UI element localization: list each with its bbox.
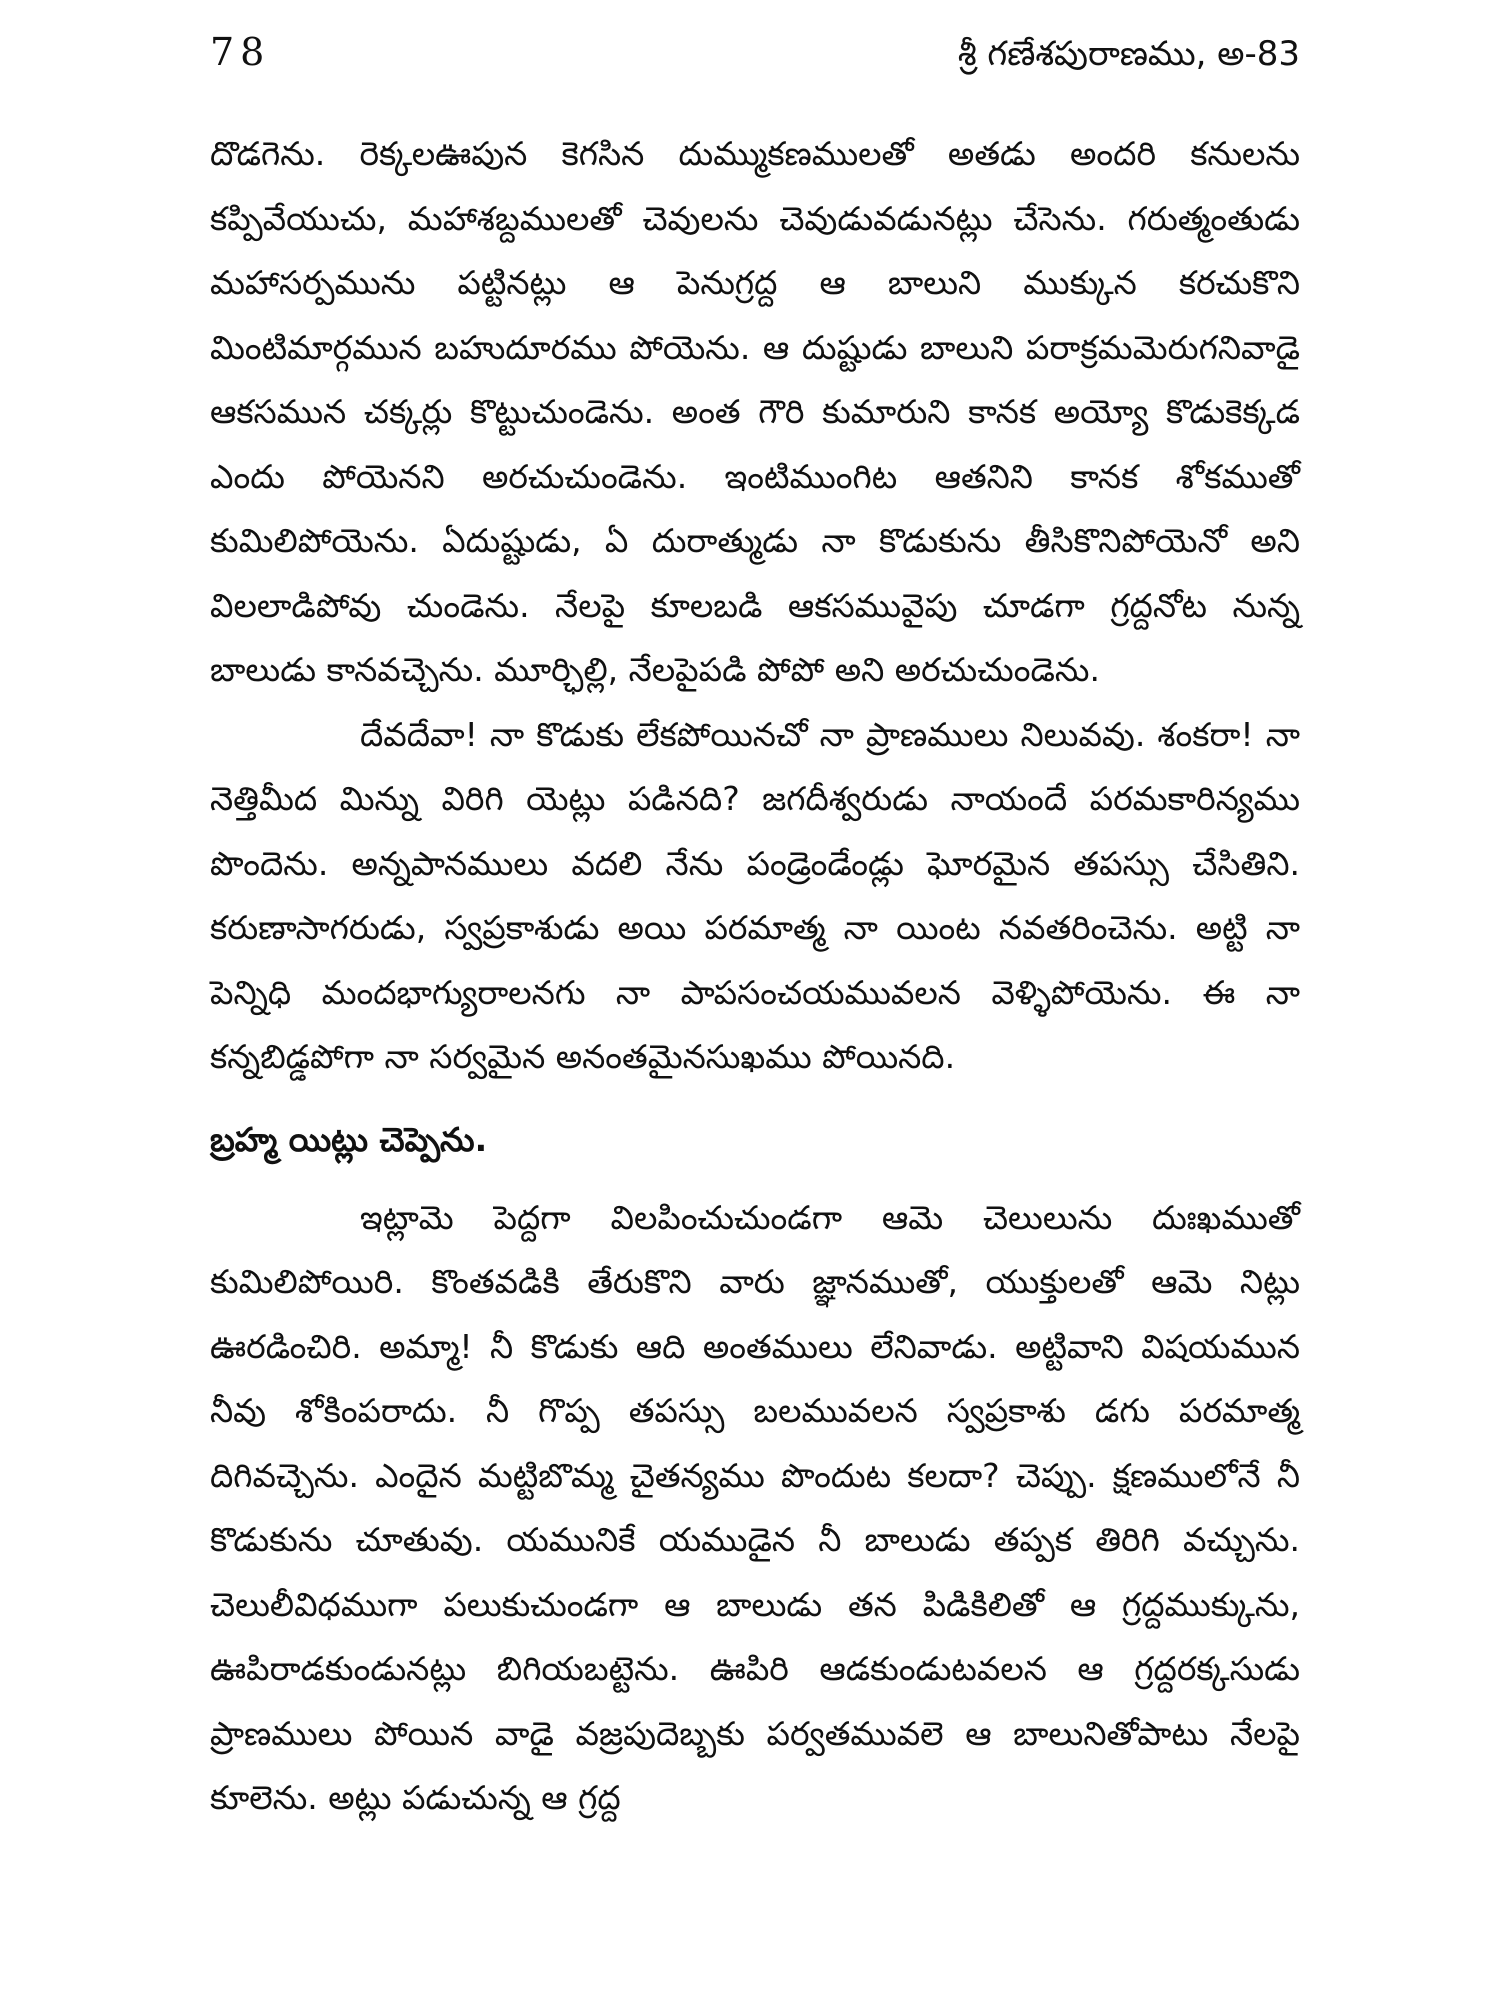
page-header [210, 30, 1300, 100]
paragraph-1: దొడగెను. రెక్కలఊపున కెగసిన దుమ్ముకణములతో అతడు అందరి కనులను కప్పివేయుచు, మహాశబ్దములతో చెవులను చెవుడువడునట్లు చేసెను. గరుత్మంతుడు మహాసర్పమును పట్టినట్లు ఆ పెనుగ్రద్ద ఆ బాలుని ముక్కున కరచుకొని మింటిమార్గమున బహుదూరము పోయెను. ఆ దుష్టుడు బాలుని పరాక్రమమెరుగనివాడై ఆకసమున చక్కర్లు కొట్టుచుండెను. అంత గౌరి కుమారుని కానక అయ్యో కొడుకెక్కడ ఎందు పోయెనని అరచుచుండెను. ఇంటిముంగిట ఆతనిని కానక శోకముతో కుమిలిపోయెను. ఏదుష్టుడు, ఏ దురాత్ముడు నా కొడుకును తీసికొనిపోయెనో అని విలలాడిపోవు చుండెను. నేలపై కూలబడి ఆకసమువైపు చూడగా గ్రద్దనోట నున్న బాలుడు కానవచ్చెను. మూర్ఛిల్లి, నేలపైపడి పోపో అని అరచుచుండెను. [210, 134, 1300, 689]
paragraph-3: ఇట్లామె పెద్దగా విలపించుచుండగా ఆమె చెలులును దుఃఖముతో కుమిలిపోయిరి. కొంతవడికి తేరుకొని వారు జ్ఞానముతో, యుక్తులతో ఆమె నిట్లు ఊరడించిరి. అమ్మా! నీ కొడుకు ఆది అంతములు లేనివాడు. అట్టివాని విషయమున నీవు శోకింపరాదు. నీ గొప్ప తపస్సు బలమువలన స్వప్రకాశు డగు పరమాత్మ దిగివచ్చెను. ఎందైన మట్టిబొమ్మ చైతన్యము పొందుట కలదా? చెప్పు. క్షణములోనే నీ కొడుకును చూతువు. యమునికే యముడైన నీ బాలుడు తప్పక తిరిగి వచ్చును. చెలులీవిధముగా పలుకుచుండగా ఆ బాలుడు తన పిడికిలితో ఆ గ్రద్దముక్కును, ఊపిరాడకుండునట్లు బిగియబట్టెను. ఊపిరి ఆడకుండుటవలన ఆ గ్రద్దరక్కసుడు ప్రాణములు పోయిన వాడై వజ్రపుదెబ్బకు పర్వతమువలె ఆ బాలునితోపాటు నేలపై కూలెను. అట్లు పడుచున్న ఆ గ్రద్ద [210, 1197, 1300, 1817]
body-text [210, 122, 1300, 1831]
paragraph-2: దేవదేవా! నా కొడుకు లేకపోయినచో నా ప్రాణములు నిలువవు. శంకరా! నా నెత్తిమీద మిన్ను విరిగి యెట్లు పడినది? జగదీశ్వరుడు నాయందే పరమకారిన్యము పొందెను. అన్నపానములు వదలి నేను పండ్రెండేండ్లు ఘోరమైన తపస్సు చేసితిని. కరుణాసాగరుడు, స్వప్రకాశుడు అయి పరమాత్మ నా యింట నవతరించెను. అట్టి నా పెన్నిధి మందభాగ్యురాలనగు నా పాపసంచయమువలన వెళ్ళిపోయెను. ఈ నా కన్నబిడ్డపోగా నా సర్వమైన అనంతమైనసుఖము పోయినది. [210, 714, 1300, 1076]
page-number: 78 [210, 30, 271, 74]
running-title: శ్రీ గణేశపురాణము, అ-83 [957, 34, 1300, 74]
section-subheading: బ్రహ్మ యిట్లు చెప్పెను. [210, 1119, 488, 1159]
book-page [210, 30, 1300, 1980]
